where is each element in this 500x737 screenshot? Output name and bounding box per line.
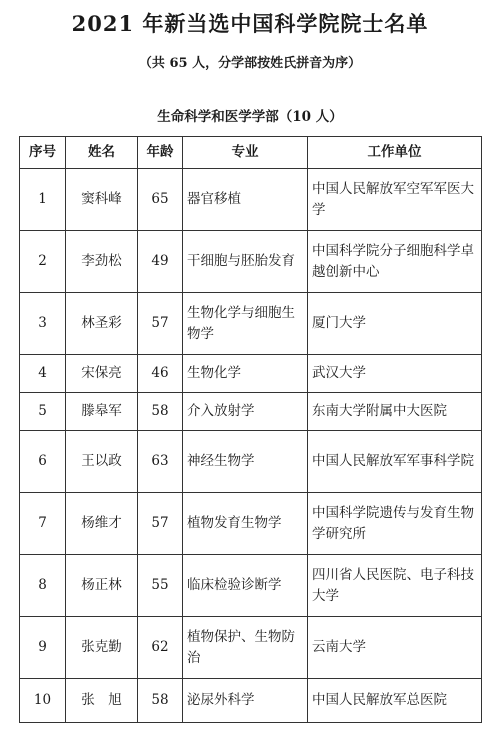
cell-major: 植物保护、生物防治: [183, 617, 308, 679]
cell-age: 57: [138, 293, 183, 355]
cell-age: 58: [138, 679, 183, 723]
cell-workplace: 四川省人民医院、电子科技大学: [308, 555, 482, 617]
academician-table: [19, 136, 482, 723]
cell-name: 宋保亮: [66, 355, 138, 393]
header-age: 年龄: [138, 137, 183, 169]
cell-index: 8: [20, 555, 66, 617]
header-major: 专业: [183, 137, 308, 169]
cell-name: 杨正林: [66, 555, 138, 617]
cell-major: 生物化学: [183, 355, 308, 393]
table-row: [20, 617, 482, 679]
table-row: [20, 431, 482, 493]
cell-age: 63: [138, 431, 183, 493]
table-row: [20, 393, 482, 431]
cell-age: 62: [138, 617, 183, 679]
table-row: [20, 493, 482, 555]
cell-name: 张 旭: [66, 679, 138, 723]
cell-major: 植物发育生物学: [183, 493, 308, 555]
table-row: [20, 293, 482, 355]
cell-age: 46: [138, 355, 183, 393]
cell-major: 神经生物学: [183, 431, 308, 493]
cell-index: 7: [20, 493, 66, 555]
cell-age: 55: [138, 555, 183, 617]
cell-age: 65: [138, 169, 183, 231]
cell-name: 滕皋军: [66, 393, 138, 431]
cell-index: 10: [20, 679, 66, 723]
cell-index: 2: [20, 231, 66, 293]
header-workplace: 工作单位: [308, 137, 482, 169]
cell-major: 干细胞与胚胎发育: [183, 231, 308, 293]
cell-name: 李劲松: [66, 231, 138, 293]
cell-name: 杨维才: [66, 493, 138, 555]
cell-index: 5: [20, 393, 66, 431]
cell-major: 器官移植: [183, 169, 308, 231]
cell-index: 3: [20, 293, 66, 355]
section-heading: 生命科学和医学学部（10 人）: [157, 109, 343, 125]
header-index: 序号: [20, 137, 66, 169]
cell-workplace: 云南大学: [308, 617, 482, 679]
cell-workplace: 厦门大学: [308, 293, 482, 355]
cell-name: 张克勤: [66, 617, 138, 679]
cell-workplace: 中国人民解放军军事科学院: [308, 431, 482, 493]
cell-major: 临床检验诊断学: [183, 555, 308, 617]
table-row: [20, 355, 482, 393]
cell-workplace: 中国人民解放军空军军医大学: [308, 169, 482, 231]
cell-age: 58: [138, 393, 183, 431]
cell-workplace: 武汉大学: [308, 355, 482, 393]
cell-index: 1: [20, 169, 66, 231]
cell-age: 57: [138, 493, 183, 555]
cell-workplace: 中国科学院遗传与发育生物学研究所: [308, 493, 482, 555]
cell-age: 49: [138, 231, 183, 293]
cell-workplace: 东南大学附属中大医院: [308, 393, 482, 431]
page-subtitle: （共 65 人，分学部按姓氏拼音为序）: [138, 56, 362, 71]
cell-index: 4: [20, 355, 66, 393]
cell-name: 窦科峰: [66, 169, 138, 231]
cell-major: 生物化学与细胞生物学: [183, 293, 308, 355]
cell-index: 6: [20, 431, 66, 493]
cell-major: 泌尿外科学: [183, 679, 308, 723]
cell-name: 王以政: [66, 431, 138, 493]
table-row: [20, 679, 482, 723]
header-name: 姓名: [66, 137, 138, 169]
cell-workplace: 中国科学院分子细胞科学卓越创新中心: [308, 231, 482, 293]
table-row: [20, 231, 482, 293]
table-header-row: [20, 137, 482, 169]
table-row: [20, 555, 482, 617]
cell-index: 9: [20, 617, 66, 679]
table-row: [20, 169, 482, 231]
cell-major: 介入放射学: [183, 393, 308, 431]
page-title: 2021 年新当选中国科学院院士名单: [71, 11, 429, 36]
cell-workplace: 中国人民解放军总医院: [308, 679, 482, 723]
cell-name: 林圣彩: [66, 293, 138, 355]
